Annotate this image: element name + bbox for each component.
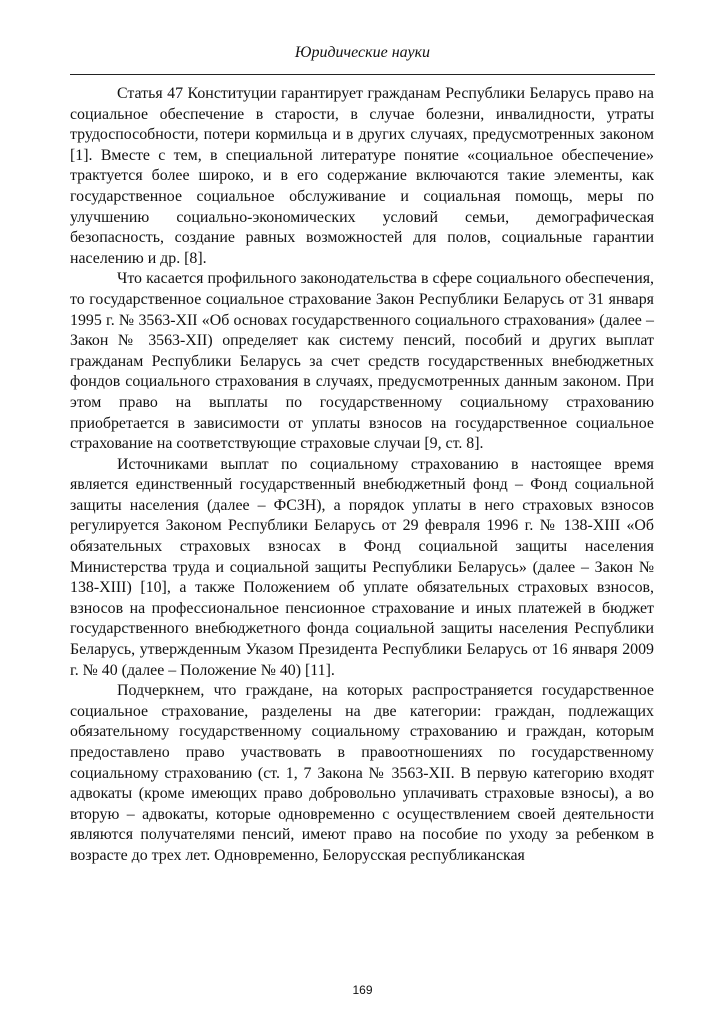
running-header [70,40,655,75]
journal-section-title: Юридические науки [294,44,431,61]
article-body [70,84,654,867]
page-number: 169 [352,983,373,997]
paragraph-3: Источниками выплат по социальному страхованию в настоящее время является единственный государственный внебюджетный фонд – Фонд социальной защиты населения (далее – ФСЗН), а порядок уплаты в него страховых взносов регулируется Законом Республики Беларусь от 29 февраля 1996 г. № 138-XIII «Об обязательных страховых взносах в Фонд социальной защиты населения Министерства труда и социальной защиты Республики Беларусь» (далее – Закон № 138-XIII) [10], а также Положением об уплате обязательных страховых взносов, взносов на профессиональное пенсионное страхование и иных платежей в бюджет государственного внебюджетного фонда социальной защиты населения Республики Беларусь, утвержденным Указом Президента Республики Беларусь от 16 января 2009 г. № 40 (далее – Положение № 40) [11]. [70,455,654,679]
paragraph-1: Статья 47 Конституции гарантирует гражданам Республики Беларусь право на социальное обеспечение в старости, в случае болезни, инвалидности, утраты трудоспособности, потери кормильца и в других случаях, предусмотренных законом [1]. Вместе с тем, в специальной литературе понятие «социальное обеспечение» трактуется более широко, и в его содержание включаются такие элементы, как государственное социальное обслуживание и социальная помощь, меры по улучшению социально-экономических условий семьи, демографическая безопасность, создание равных возможностей для полов, социальные гарантии населению и др. [8]. [70,85,654,267]
paragraph-4: Подчеркнем, что граждане, на которых распространяется государственное социальное страхование, разделены на две категории: граждан, подлежащих обязательному государственному социальному страхованию и граждан, которым предоставлено право участвовать в правоотношениях по государственному социальному страхованию (ст. 1, 7 Закона № 3563-XII. В первую категорию входят адвокаты (кроме имеющих право добровольно уплачивать страховые взносы), а во вторую – адвокаты, которые одновременно с осуществлением своей деятельности являются получателями пенсий, имеют право на пособие по уходу за ребенком в возрасте до трех лет. Одновременно, Белорусская республиканская [70,682,654,864]
paragraph-2: Что касается профильного законодательства в сфере социального обеспечения, то государственное социальное страхование Закон Республики Беларусь от 31 января 1995 г. № 3563-XII «Об основах государственного социального страхования» (далее – Закон № 3563-XII) определяет как систему пенсий, пособий и других выплат гражданам Республики Беларусь за счет средств государственных внебюджетных фондов социального страхования в случаях, предусмотренных данным законом. При этом право на выплаты по государственному социальному страхованию приобретается в зависимости от уплаты взносов на государственное социальное страхование на соответствующие страховые случаи [9, ст. 8]. [70,270,654,453]
